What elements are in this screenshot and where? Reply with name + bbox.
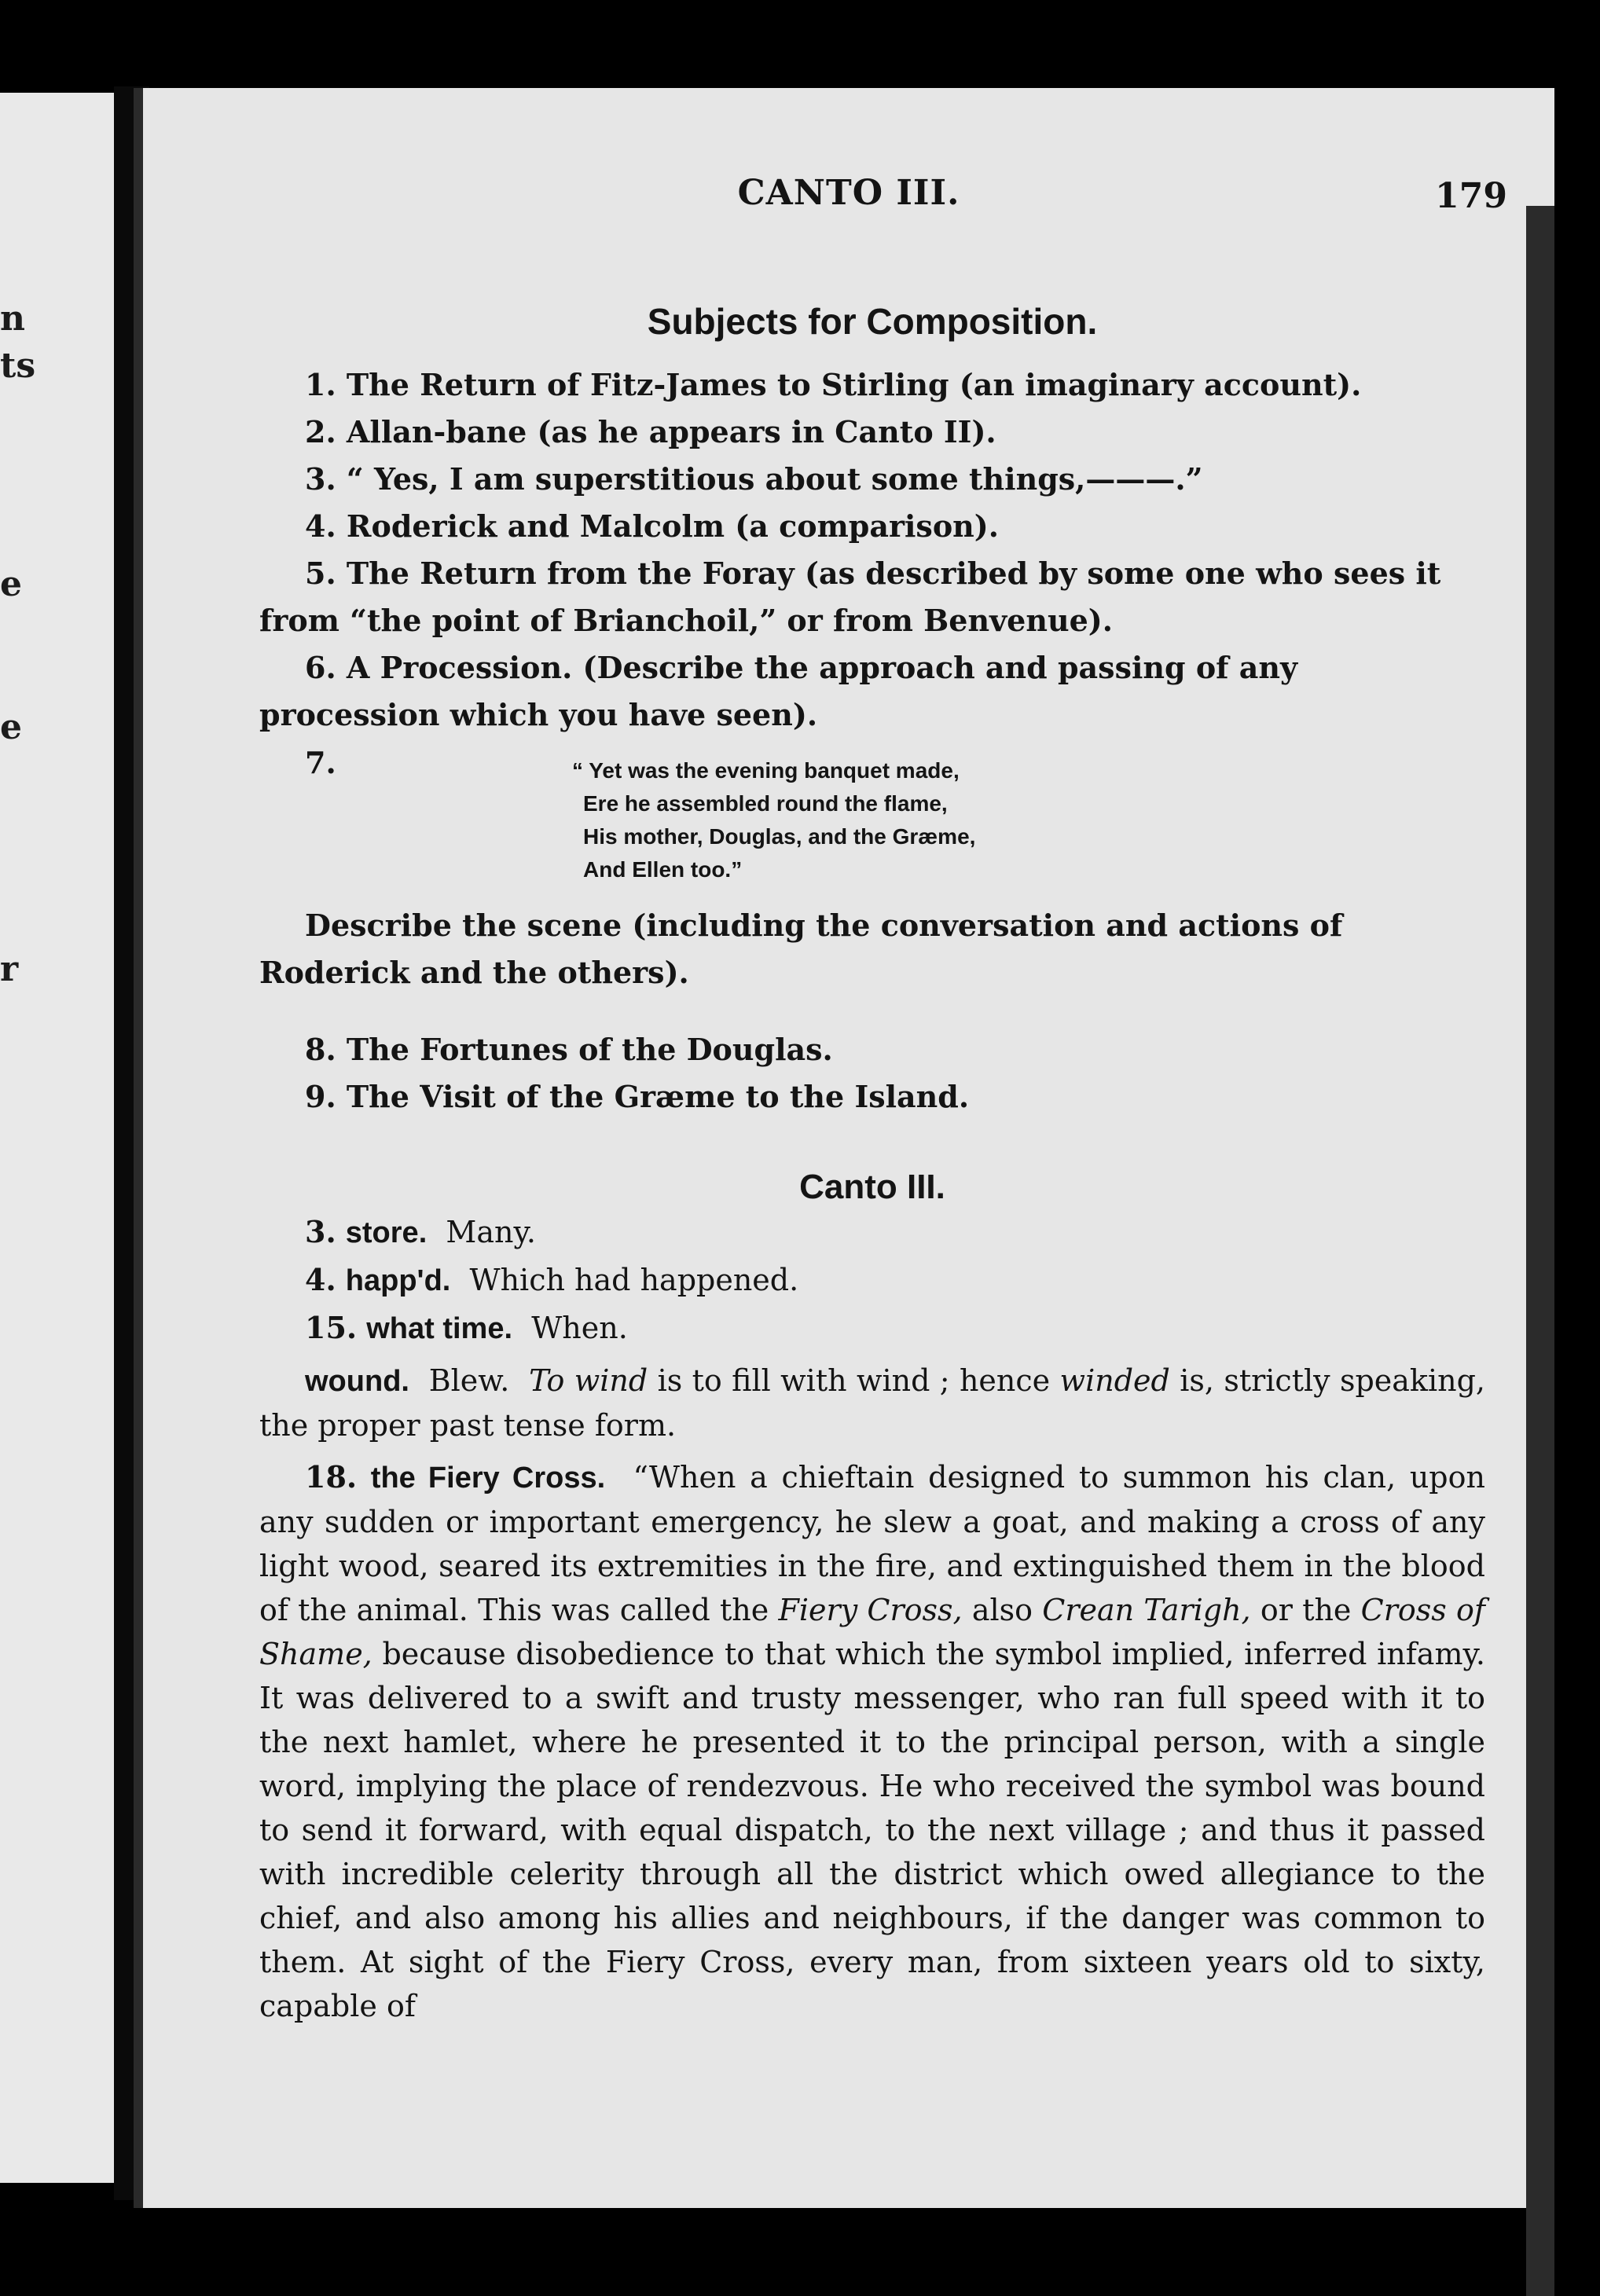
note-text: is, strictly speaking, the proper past tense form.: [259, 1363, 1485, 1443]
note-number: 15.: [305, 1310, 358, 1345]
item-number: 4.: [305, 508, 336, 544]
subject-item: [259, 361, 1485, 409]
left-fragment: ts: [0, 346, 36, 386]
note-entry: [259, 1306, 1485, 1351]
note-term: store.: [345, 1216, 428, 1249]
item-text: The Fortunes of the Douglas.: [346, 1032, 833, 1067]
left-fragment: e: [0, 564, 22, 604]
note-entry-wound: [259, 1359, 1485, 1447]
item-number: 8.: [305, 1032, 336, 1067]
left-page-edge: [0, 93, 114, 2183]
subject-item: [259, 409, 1485, 456]
verse-line: “ Yet was the evening banquet made,: [572, 758, 960, 783]
item-text: The Visit of the Græme to the Island.: [346, 1079, 970, 1114]
note-text: because disobedience to that which the symbol implied, inferred infamy. It was delivered to a swift and trusty messenger, who ran full speed with it to the next hamlet, where he presented it to the principal person, with a single word, implying the place of rendezvous. He who received the symbol was bound to send it forward, with equal dispatch, to the next village ; and thus it passed with incredible celerity through all the district which owed allegiance to the chief, and also among his allies and neighbours, if the danger was common to them. At sight of the Fiery Cross, every man, from sixteen years old to sixty, capable of: [259, 1637, 1485, 2023]
verse-line: His mother, Douglas, and the Græme,: [583, 824, 976, 849]
subject-item: [259, 550, 1485, 644]
notes-title: Canto III.: [799, 1168, 945, 1206]
note-text: is to fill with wind ; hence: [657, 1363, 1051, 1398]
subject-item: [259, 456, 1485, 503]
note-entry: [259, 1258, 1485, 1303]
note-number: 3.: [305, 1214, 336, 1249]
item-number: 6.: [305, 650, 336, 685]
subject-item-7: [259, 745, 1485, 886]
item-number: 1.: [305, 367, 336, 402]
subjects-list-continued: [259, 1026, 1485, 1120]
item-number: 3.: [305, 461, 336, 497]
left-fragment: r: [0, 949, 19, 989]
note-term: the Fiery Cross.: [370, 1462, 606, 1495]
item-number: 5.: [305, 556, 336, 591]
note-italic: Cross of Shame,: [259, 1593, 1485, 1671]
book-page: [134, 88, 1554, 2208]
note-italic: winded: [1059, 1363, 1170, 1398]
item-text: The Return of Fitz-James to Stirling (an imaginary account).: [346, 367, 1362, 402]
item-text: Roderick and Malcolm (a comparison).: [346, 508, 1000, 544]
note-number: 4.: [305, 1262, 336, 1297]
note-text: or the: [1260, 1593, 1352, 1627]
note-term: happ'd.: [345, 1264, 451, 1297]
note-gloss: When.: [531, 1311, 628, 1345]
note-text: also: [971, 1593, 1033, 1627]
running-head: CANTO III.: [737, 173, 960, 213]
note-number: 18.: [305, 1459, 358, 1495]
item-text: The Return from the Foray (as described by some one who sees it from “the point of Brianchoil,” or from Benvenue).: [259, 556, 1441, 638]
note-italic: Fiery Cross,: [778, 1593, 963, 1627]
item-text: A Procession. (Describe the approach and passing of any procession which you have seen).: [259, 650, 1298, 732]
verse-line: And Ellen too.”: [583, 857, 743, 882]
left-fragment: n: [0, 299, 25, 339]
subjects-title: Subjects for Composition.: [647, 301, 1098, 342]
notes-list: [259, 1210, 1485, 2028]
page-content: [259, 206, 1485, 2031]
subject-item: [259, 1073, 1485, 1120]
subjects-list: [259, 361, 1485, 739]
note-text: “When a chieftain designed to summon his clan, upon any sudden or important emergency, he slew a goat, and making a cross of any light wood, seared its extremities in the fire, and extinguished them in the blood of the animal. This was called the: [259, 1460, 1485, 1627]
page-number: 179: [1435, 176, 1507, 216]
subject-item: [259, 644, 1485, 739]
item-number: 2.: [305, 414, 336, 449]
note-text: Blew.: [428, 1363, 510, 1398]
note-italic: To wind: [529, 1363, 648, 1398]
note-term: wound.: [305, 1365, 409, 1398]
item-number: 9.: [305, 1079, 336, 1114]
verse-line: Ere he assembled round the flame,: [583, 791, 948, 816]
item-7-describe: Describe the scene (including the conversation and actions of Roderick and the others).: [259, 908, 1343, 990]
verse-quote: [572, 745, 975, 886]
note-entry-fiery-cross: [259, 1455, 1485, 2028]
note-term: what time.: [366, 1312, 513, 1345]
left-fragment: e: [0, 707, 22, 747]
note-gloss: Which had happened.: [469, 1263, 799, 1297]
note-italic: Crean Tarigh,: [1042, 1593, 1251, 1627]
item-text: “ Yes, I am superstitious about some things,———.”: [346, 461, 1203, 497]
page-edge: [1526, 206, 1554, 2296]
item-text: Allan-bane (as he appears in Canto II).: [346, 414, 996, 449]
note-entry: [259, 1210, 1485, 1255]
note-gloss: Many.: [446, 1215, 536, 1249]
item-number: 7.: [305, 745, 336, 780]
subject-item: [259, 1026, 1485, 1073]
subject-item: [259, 503, 1485, 550]
